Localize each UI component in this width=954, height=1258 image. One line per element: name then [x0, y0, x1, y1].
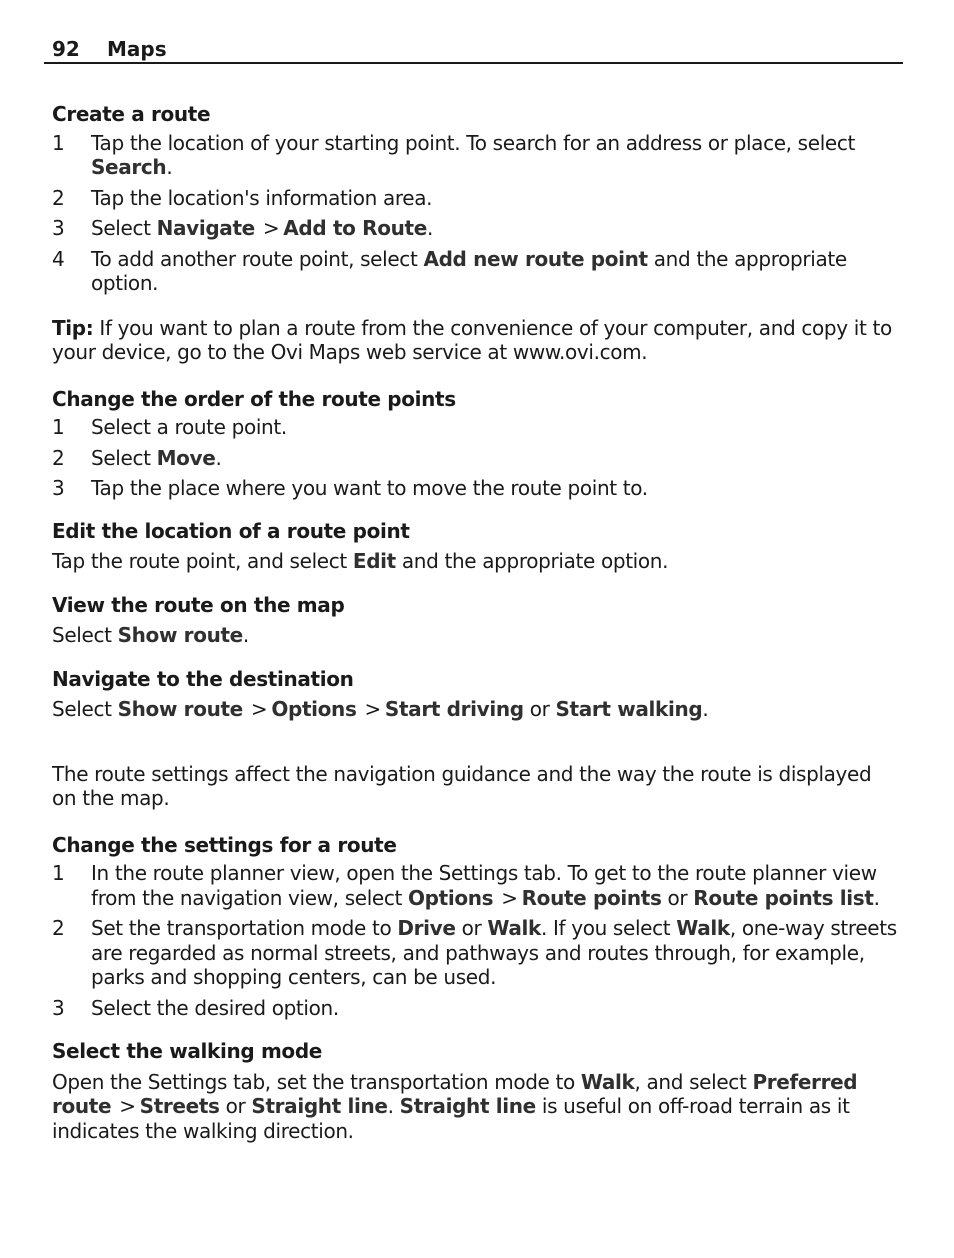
step-text: or	[455, 916, 488, 940]
step-text: . If you select	[540, 916, 677, 940]
step-text: In the route planner view, open the Settings tab. To get to the route planner view from the navigation view, select	[91, 861, 877, 910]
tip-paragraph	[52, 316, 898, 365]
body-text: or	[219, 1094, 252, 1118]
ui-term: Route points	[521, 885, 662, 910]
step-text: , one-way streets are regarded as normal streets, and pathways and routes through, for example, parks and shopping centers, can be used.	[91, 916, 897, 989]
section-heading: Navigate to the destination	[52, 666, 354, 691]
body-text: or	[523, 697, 556, 721]
tip-text: If you want to plan a route from the convenience of your computer, and copy it to your device, go to the Ovi Maps web service at www.ovi.com.	[52, 315, 892, 364]
route-settings-intro: The route settings affect the navigation guidance and the way the route is displayed on the map.	[52, 761, 872, 810]
page-content	[52, 100, 898, 1143]
menu-separator: >	[119, 1094, 136, 1118]
list-item	[52, 216, 898, 241]
create-route-section	[52, 102, 898, 296]
ui-term: Walk	[676, 916, 730, 940]
ui-term: Search	[91, 155, 167, 179]
list-item	[52, 446, 898, 471]
ui-term: Walk	[580, 1069, 635, 1094]
step-text: Tap the location's information area.	[91, 185, 433, 210]
step-text: .	[215, 445, 222, 470]
ui-term: Add to Route	[283, 216, 427, 240]
body-text: Select	[52, 623, 118, 647]
step-text: .	[166, 155, 173, 179]
list-item	[52, 247, 898, 296]
step-number: 2	[52, 916, 65, 940]
view-route-section	[52, 593, 898, 648]
navigate-section	[52, 667, 898, 722]
step-text: or	[661, 885, 694, 910]
step-text: Select the desired option.	[91, 995, 339, 1020]
menu-separator: >	[501, 885, 518, 910]
step-text: Set the transportation mode to	[91, 916, 398, 940]
list-item	[52, 916, 898, 990]
section-title: Maps	[107, 37, 167, 61]
step-text: To add another route point, select	[91, 246, 424, 271]
menu-separator: >	[250, 697, 268, 721]
step-text: Select	[91, 216, 157, 240]
list-item	[52, 476, 898, 501]
walking-mode-section	[52, 1039, 898, 1143]
step-text: Select	[91, 445, 157, 470]
ui-term: Drive	[397, 916, 456, 940]
step-number: 2	[52, 445, 65, 470]
step-number: 1	[52, 861, 65, 885]
section-heading: Change the settings for a route	[52, 832, 397, 857]
body-paragraph	[52, 1070, 898, 1144]
ui-term: Streets	[139, 1094, 220, 1118]
ui-term: Start driving	[384, 697, 524, 721]
steps-list	[52, 861, 898, 1020]
ui-term: Show route	[117, 623, 243, 647]
menu-separator: >	[364, 697, 381, 721]
list-item	[52, 861, 898, 910]
step-number: 4	[52, 246, 65, 271]
page-number: 92	[52, 37, 80, 61]
ui-term: Route points list	[693, 885, 874, 910]
list-item	[52, 996, 898, 1021]
step-text: Tap the location of your starting point. To search for an address or place, select	[91, 130, 856, 155]
step-number: 3	[52, 216, 65, 240]
step-number: 1	[52, 130, 65, 155]
ui-term: Add new route point	[423, 246, 648, 271]
step-text: Tap the place where you want to move the route point to.	[91, 476, 648, 500]
body-text: Select	[52, 697, 118, 721]
body-text: .	[242, 623, 249, 647]
ui-term: Preferred route	[52, 1069, 858, 1118]
ui-term: Straight line	[399, 1094, 536, 1118]
body-text: Open the Settings tab, set the transportation mode to	[52, 1069, 581, 1094]
step-number: 3	[52, 476, 65, 500]
step-text: Select a route point.	[91, 415, 287, 439]
ui-term: Options	[408, 885, 494, 910]
section-heading: Change the order of the route points	[52, 386, 456, 411]
page-header	[44, 36, 903, 64]
ui-term: Walk	[487, 916, 541, 940]
step-text: .	[873, 885, 880, 910]
body-text: .	[702, 697, 709, 721]
change-settings-section	[52, 833, 898, 1021]
steps-list	[52, 131, 898, 296]
ui-term: Straight line	[251, 1094, 388, 1118]
ui-term: Edit	[352, 549, 396, 573]
ui-term: Show route	[117, 697, 243, 721]
change-order-section	[52, 387, 898, 501]
menu-separator: >	[262, 216, 280, 240]
step-text: .	[426, 216, 433, 240]
list-item	[52, 131, 898, 180]
body-text: Tap the route point, and select	[52, 549, 353, 573]
edit-location-section	[52, 519, 898, 574]
ui-term: Options	[271, 697, 357, 721]
step-number: 1	[52, 415, 65, 439]
list-item	[52, 186, 898, 211]
section-heading: View the route on the map	[52, 592, 345, 617]
ui-term: Navigate	[156, 216, 255, 240]
section-heading: Select the walking mode	[52, 1039, 323, 1063]
ui-term: Move	[156, 445, 216, 470]
body-paragraph	[52, 623, 898, 648]
step-number: 3	[52, 995, 65, 1020]
section-heading: Edit the location of a route point	[52, 518, 410, 543]
body-text: and the appropriate option.	[395, 549, 669, 573]
steps-list	[52, 415, 898, 501]
body-paragraph	[52, 549, 898, 574]
ui-term: Start walking	[555, 697, 703, 721]
section-heading: Create a route	[52, 102, 211, 126]
body-text: , and select	[634, 1069, 753, 1094]
step-text: and the appropriate option.	[91, 246, 847, 295]
body-text: is useful on off-road terrain as it indicates the walking direction.	[52, 1094, 850, 1143]
list-item	[52, 415, 898, 440]
body-paragraph	[52, 697, 898, 722]
body-text: .	[387, 1094, 400, 1118]
step-number: 2	[52, 185, 65, 210]
tip-label: Tip:	[52, 315, 94, 340]
